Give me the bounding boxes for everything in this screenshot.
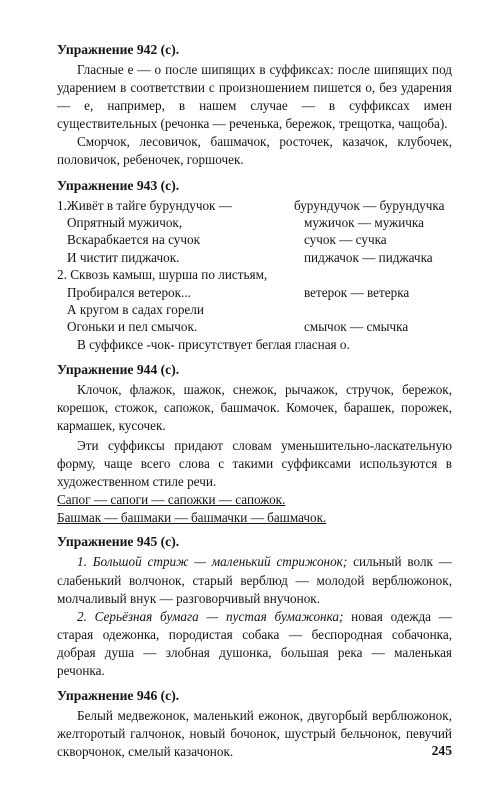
exercise-945-heading: Упражнение 945 (с). xyxy=(57,534,180,550)
word-chain-sapog: Сапог — сапоги — сапожки — сапожок. xyxy=(57,492,286,508)
exercise-942-heading: Упражнение 942 (с). xyxy=(57,42,180,57)
exercise-946-heading: Упражнение 946 (с). xyxy=(57,688,180,704)
exercise-943-note: В суффиксе -чок- присутствует беглая гласная о. xyxy=(77,336,350,352)
poem-left: Огоньки и пел смычок. xyxy=(67,319,198,335)
poem-right: мужичок — мужичка xyxy=(304,214,424,230)
exercise-945-p1-italic: 1. Большой стриж — маленький стрижонок; xyxy=(77,554,348,570)
poem-line xyxy=(57,249,452,266)
poem-line xyxy=(57,284,452,301)
poem-line xyxy=(57,197,452,214)
exercise-945-paragraph-2 xyxy=(57,608,452,680)
poem-left: А кругом в садах горели xyxy=(67,302,204,317)
exercise-942-rule: Гласные е — о после шипящих в суффиксах: после шипящих под ударением в соответствии с произношением пишется о, без ударения — е, например, в нашем случае — в суффиксах имен существительных (речонка — реченька, бережок, трещотка, чащоба). xyxy=(57,62,452,132)
word-chain-bashmak: Башмак — башмаки — башмачки — башмачок. xyxy=(57,509,327,525)
exercise-944-heading: Упражнение 944 (с). xyxy=(57,361,180,377)
poem-right: ветерок — ветерка xyxy=(304,284,410,300)
poem-left: 2. Сквозь камыш, шурша по листьям, xyxy=(57,267,268,283)
poem-left: 1.Живёт в тайге бурундучок — xyxy=(57,197,232,213)
exercise-943-heading: Упражнение 943 (с). xyxy=(57,177,180,193)
exercise-943-poem xyxy=(57,197,452,336)
exercise-945-p1-rest: сильный волк — слабенький волчонок, старый верблюд — молодой верблюжонок, молчаливый внук — разговорчивый внучонок. xyxy=(57,554,452,606)
page-number: 245 xyxy=(431,743,452,758)
exercise-945-paragraph-1 xyxy=(57,553,452,607)
exercise-946-text: Белый медвежонок, маленький ежонок, двугорбый верблюжонок, желторотый галчонок, новый бочонок, шустрый бельчонок, певучий скворчонок, смелый казачонок. xyxy=(57,708,452,760)
poem-left: Пробирался ветерок... xyxy=(67,284,191,300)
poem-line xyxy=(57,318,452,335)
poem-right: бурундучок — бурундучка xyxy=(294,197,445,213)
exercise-945-p2-rest: новая одежда — старая одежонка, породистая собака — беспородная собачонка, добрая душа — злобная душонка, большая река — маленькая речонка. xyxy=(57,608,452,679)
poem-line xyxy=(57,301,452,318)
poem-left: И чистит пиджачок. xyxy=(67,249,180,265)
poem-line xyxy=(57,266,452,283)
exercise-942-words: Сморчок, лесовичок, башмачок, росточек, казачок, клубочек, половичок, ребеночек, горшочек. xyxy=(57,134,452,168)
exercise-944-words: Клочок, флажок, шажок, снежок, рычажок, стручок, бережок, корешок, стожок, сапожок, башмачок. Комочек, барашек, порожек, кармашек, кусочек. xyxy=(57,381,452,434)
poem-right: смычок — смычка xyxy=(304,319,409,335)
poem-left: Вскарабкается на сучок xyxy=(67,232,201,248)
poem-right: пиджачок — пиджачка xyxy=(304,249,433,265)
poem-right: сучок — сучка xyxy=(304,232,387,248)
poem-line xyxy=(57,214,452,231)
exercise-945-p2-italic: 2. Серьёзная бумага — пустая бумажонка; xyxy=(77,608,344,624)
poem-line xyxy=(57,231,452,248)
poem-left: Опрятный мужичок, xyxy=(67,214,183,230)
exercise-944-explanation: Эти суффиксы придают словам уменьшительно-ласкательную форму, чаще всего слова с такими суффиксами используются в художественном стиле речи. xyxy=(57,438,452,490)
